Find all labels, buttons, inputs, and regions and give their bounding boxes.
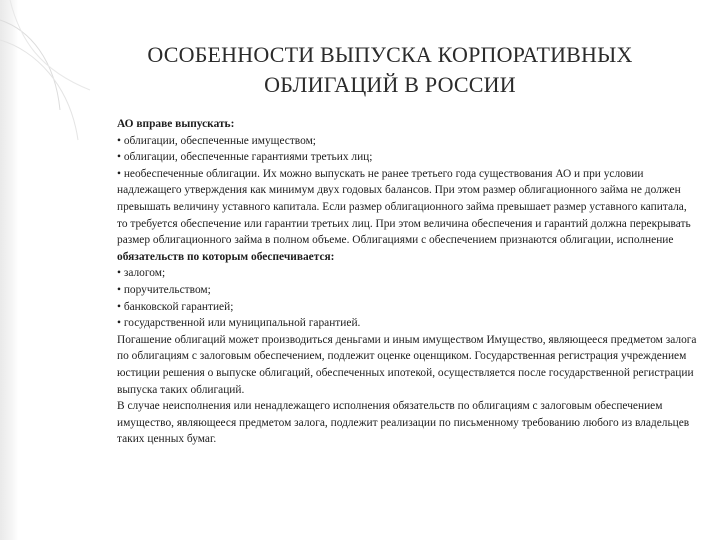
bond-type-guaranteed: • облигации, обеспеченные гарантиями третьих лиц; <box>117 151 373 164</box>
paragraph-redemption: Погашение облигаций может производиться деньгами и иным имуществом Имущество, являющееся предметом залога по облигациям с залоговым обеспечением, подлежит оценке оценщиком. Государственная регистрация учреждением юстиции решения о выпуске облигаций, обеспеченных ипотекой, осуществляется после государственной регистрации выпуска таких облигаций. <box>117 333 697 396</box>
security-heading: обязательств по которым обеспечивается: <box>117 250 335 263</box>
intro-heading: АО вправе выпускать: <box>117 118 235 130</box>
security-item-bank-guarantee: • банковской гарантией; <box>117 300 234 313</box>
paragraph-default: В случае неисполнения или ненадлежащего исполнения обязательств по облигациям с залоговым обеспечением имущество, являющееся предметом залога, подлежит реализации по письменному требованию любого из владельцев таких ценных бумаг. <box>117 400 690 446</box>
title-line-1: ОСОБЕННОСТИ ВЫПУСКА КОРПОРАТИВНЫХ <box>147 42 633 67</box>
paragraph-unsecured-bonds <box>117 166 697 266</box>
body-text <box>117 116 697 448</box>
bond-type-secured-property: • облигации, обеспеченные имуществом; <box>117 134 316 147</box>
page-title <box>100 40 680 100</box>
security-item-surety: • поручительством; <box>117 283 211 296</box>
security-item-state-guarantee: • государственной или муниципальной гарантией. <box>117 317 361 330</box>
paragraph-unsecured-text: • необеспеченные облигации. Их можно выпускать не ранее третьего года существования АО и при условии надлежащего утверждения как минимум двух годовых балансов. При этом размер облигационного займа не должен превышать величину уставного капитала. Если размер облигационного займа превышает размер уставного капитала, то требуется обеспечение или гарантии третьих лиц. При этом величина обеспечения и гарантий должна перекрывать размер облигационного займа в полном объеме. Облигациями с обеспечением признаются облигации, исполнение <box>117 167 691 247</box>
security-item-pledge: • залогом; <box>117 267 166 280</box>
title-line-2: ОБЛИГАЦИЙ В РОССИИ <box>264 72 516 97</box>
